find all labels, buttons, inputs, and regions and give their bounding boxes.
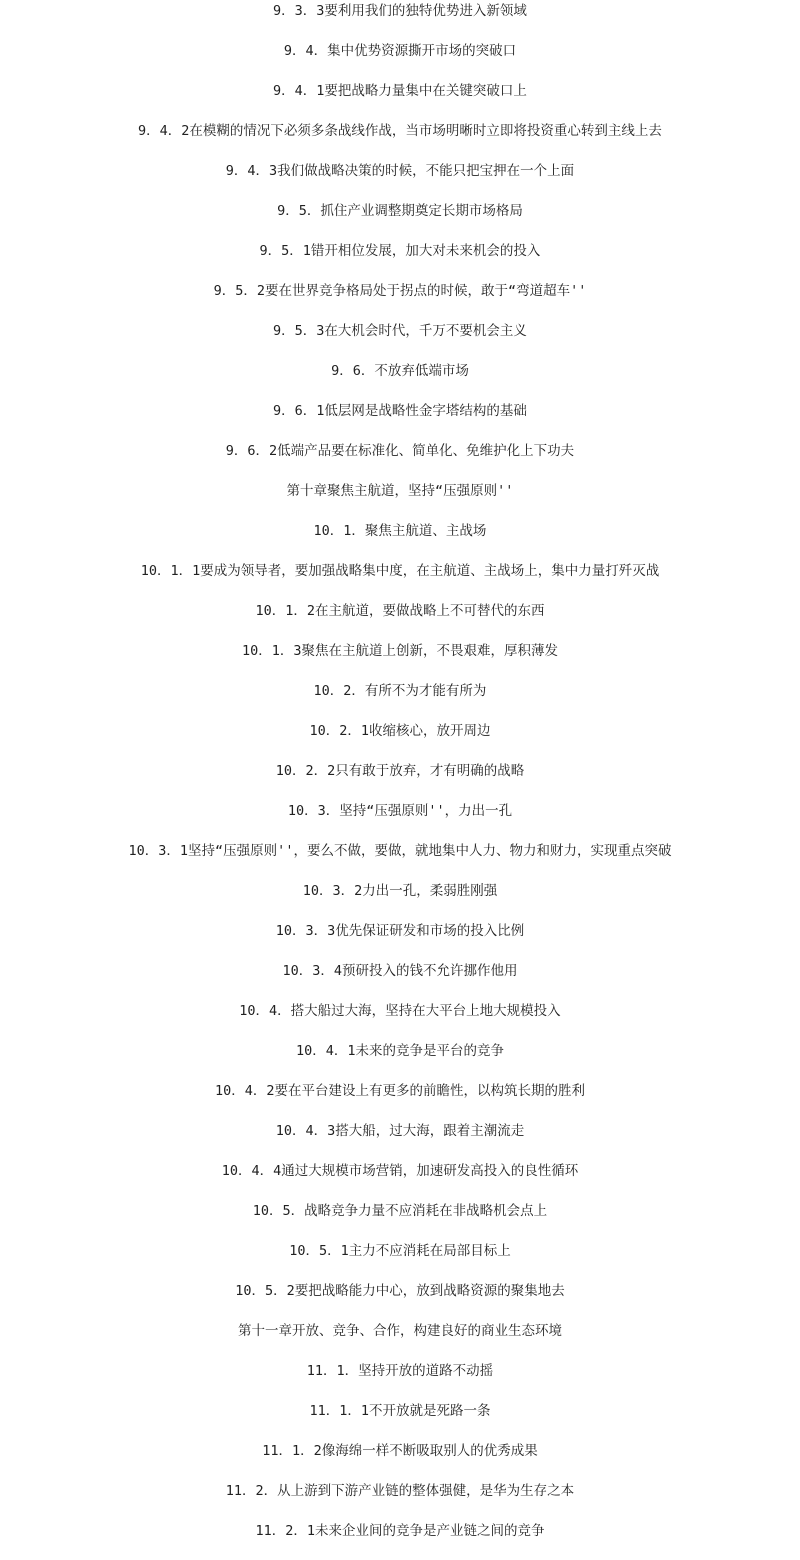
toc-entry: 10．1．3聚焦在主航道上创新，不畏艰难，厚积薄发 xyxy=(241,643,558,659)
toc-entry: 10．4．1未来的竞争是平台的竞争 xyxy=(295,1043,504,1059)
toc-entry: 10．2．有所不为才能有所为 xyxy=(313,683,487,699)
toc-entry: 11．2．1未来企业间的竞争是产业链之间的竞争 xyxy=(255,1523,545,1539)
toc-entry: 9．4．集中优势资源撕开市场的突破口 xyxy=(283,43,517,59)
toc-entry: 9．5．抓住产业调整期奠定长期市场格局 xyxy=(277,203,523,219)
toc-entry: 10．5．战略竞争力量不应消耗在非战略机会点上 xyxy=(252,1203,548,1219)
toc-entry: 11．1．1不开放就是死路一条 xyxy=(309,1403,491,1419)
toc-entry: 11．1．2像海绵一样不断吸取别人的优秀成果 xyxy=(262,1443,538,1459)
toc-entry: 9．4．3我们做战略决策的时候，不能只把宝押在一个上面 xyxy=(225,163,575,179)
toc-entry: 9．4．2在模糊的情况下必须多条战线作战，当市场明晰时立即将投资重心转到主线上去 xyxy=(138,123,662,139)
toc-entry: 10．4．2要在平台建设上有更多的前瞻性，以构筑长期的胜利 xyxy=(214,1083,585,1099)
toc-entry: 9．3．3要利用我们的独特优势进入新领域 xyxy=(273,3,527,19)
toc-entry: 10．2．1收缩核心，放开周边 xyxy=(309,723,491,739)
toc-entry: 9．5．2要在世界竞争格局处于拐点的时候，敢于“弯道超车'' xyxy=(213,283,587,299)
toc-entry: 第十章聚焦主航道，坚持“压强原则'' xyxy=(286,483,514,499)
toc-entry: 10．3．1坚持“压强原则''，要么不做，要做，就地集中人力、物力和财力，实现重点突破 xyxy=(128,843,672,859)
toc-entry: 10．5．2要把战略能力中心，放到战略资源的聚集地去 xyxy=(235,1283,565,1299)
toc-entry: 10．4．4通过大规模市场营销，加速研发高投入的良性循环 xyxy=(221,1163,579,1179)
toc-entry: 9．6．不放弃低端市场 xyxy=(331,363,469,379)
toc-entry: 9．6．2低端产品要在标准化、简单化、免维护化上下功夫 xyxy=(225,443,575,459)
toc-entry: 10．4．搭大船过大海，坚持在大平台上地大规模投入 xyxy=(239,1003,561,1019)
toc-entry: 10．3．3优先保证研发和市场的投入比例 xyxy=(275,923,525,939)
toc-entry: 10．1．2在主航道，要做战略上不可替代的东西 xyxy=(255,603,545,619)
toc-entry: 10．1．聚焦主航道、主战场 xyxy=(313,523,487,539)
toc-entry: 9．5．1错开相位发展，加大对未来机会的投入 xyxy=(259,243,541,259)
toc-entry: 10．3．坚持“压强原则''，力出一孔 xyxy=(287,803,513,819)
toc-entry: 第十一章开放、竞争、合作，构建良好的商业生态环境 xyxy=(238,1323,562,1339)
toc-entry: 10．4．3搭大船，过大海，跟着主潮流走 xyxy=(275,1123,525,1139)
toc-entry: 10．3．2力出一孔，柔弱胜刚强 xyxy=(302,883,498,899)
toc-entry: 10．1．1要成为领导者，要加强战略集中度，在主航道、主战场上，集中力量打歼灭战 xyxy=(140,563,660,579)
toc-entry: 11．1．坚持开放的道路不动摇 xyxy=(306,1363,494,1379)
toc-entry: 9．5．3在大机会时代，千万不要机会主义 xyxy=(273,323,527,339)
toc-entry: 10．3．4预研投入的钱不允许挪作他用 xyxy=(282,963,518,979)
toc-entry: 10．2．2只有敢于放弃，才有明确的战略 xyxy=(275,763,525,779)
toc-entry: 9．6．1低层网是战略性金字塔结构的基础 xyxy=(273,403,527,419)
toc-entry: 10．5．1主力不应消耗在局部目标上 xyxy=(289,1243,511,1259)
toc-entry: 11．2．从上游到下游产业链的整体强健，是华为生存之本 xyxy=(225,1483,575,1499)
toc-entry: 9．4．1要把战略力量集中在关键突破口上 xyxy=(273,83,527,99)
